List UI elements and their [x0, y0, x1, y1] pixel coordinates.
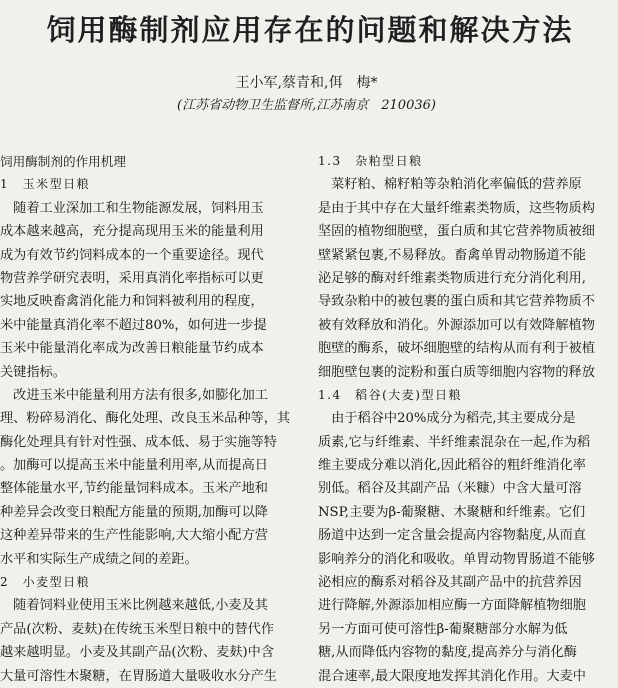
- body-text-line: 整体能量水平,节约能量饲料成本。玉米产地和: [0, 481, 268, 497]
- body-text-line: NSP,主要为β-葡聚糖、木聚糖和纤维素。它们: [318, 504, 586, 520]
- body-text-line: 胞壁的酶系，破坏细胞壁的结构从而有利于被植: [318, 341, 595, 357]
- body-text-line: 导致杂粕中的被包裹的蛋白质和其它营养物质不: [318, 294, 595, 310]
- body-text-line: 被有效释放和消化。外源添加可以有效降解植物: [318, 317, 595, 333]
- body-text-line: 坚固的植物细胞壁，蛋白质和其它营养物质被细: [318, 224, 595, 240]
- body-text-line: 壁紧紧包裹,不易释放。畜禽单胃动物肠道不能: [318, 247, 586, 263]
- section-heading: 1.3 杂粕型日粮: [318, 154, 423, 168]
- body-text-line: 糖,从而降低内容物的黏度,提高养分与消化酶: [318, 645, 577, 661]
- body-text-line: 泌足够的酶对纤维素类物质进行充分消化利用,: [318, 270, 586, 286]
- body-text-line: 随着饲料业使用玉米比例越来越低,小麦及其: [0, 598, 268, 614]
- paper-authors: 王小军,蔡青和,佴 梅*: [235, 75, 378, 91]
- body-text-line: 关键指标。: [0, 364, 66, 380]
- body-text-line: 酶化处理具有针对性强、成本低、易于实施等特: [0, 434, 277, 450]
- right-column: [318, 150, 618, 684]
- body-text-line: 菜籽粕、棉籽粕等杂粕消化率偏低的营养原: [318, 177, 582, 193]
- body-text-line: 实地反映畜禽消化能力和饲料被利用的程度，: [0, 294, 264, 310]
- body-text-line: 影响养分的消化和吸收。单胃动物胃肠道不能够: [318, 551, 595, 567]
- body-text-line: 这种差异带来的生产性能影响,大大缩小配方营: [0, 528, 268, 544]
- section-heading: 饲用酶制剂的作用机理: [0, 154, 126, 169]
- body-text-line: 成本越来越高，充分提高现用玉米的能量利用: [0, 224, 264, 240]
- body-text-line: 泌相应的酶系对稻谷及其副产品中的抗营养因: [318, 575, 582, 591]
- body-text-line: 维主要成分难以消化,因此稻谷的粗纤维消化率: [318, 458, 586, 474]
- body-text-line: 细胞壁包裹的淀粉和蛋白质等细胞内容物的释放: [318, 364, 595, 380]
- body-text-line: 另一方面可使可溶性β-葡聚糖部分水解为低: [318, 621, 568, 637]
- body-text-line: 水平和实际生产成绩之间的差距。: [0, 551, 198, 567]
- body-text-line: 越来越明显。小麦及其副产品(次粉、麦麸)中含: [0, 645, 275, 661]
- body-text-line: 种差异会改变日粮配方能量的预期,加酶可以降: [0, 504, 268, 520]
- body-text-line: 随着工业深加工和生物能源发展，饲料用玉: [0, 200, 264, 216]
- body-text-line: 。加酶可以提高玉米中能量利用率,从而提高日: [0, 458, 268, 474]
- section-heading: 1.4 稻谷(大麦)型日粮: [318, 387, 462, 402]
- section-heading: 2 小麦型日粮: [0, 575, 91, 590]
- paper-title: 饲用酶制剂应用存在的问题和解决方法: [46, 13, 574, 47]
- body-text-line: 肠道中达到一定含量会提高内容物黏度,从而直: [318, 528, 586, 544]
- paper-affiliation: (江苏省动物卫生监督所,江苏南京 210036): [177, 98, 436, 113]
- body-text-line: 由于稻谷中20%成分为稻壳,其主要成分是: [318, 411, 576, 427]
- body-text-line: 玉米中能量消化率成为改善日粮能量节约成本: [0, 341, 264, 357]
- body-text-line: 别低。稻谷及其副产品（米糠）中含大量可溶: [318, 481, 582, 497]
- body-text-line: 成为有效节约饲料成本的一个重要途径。现代: [0, 247, 264, 263]
- body-text-line: 米中能量真消化率不超过80%，如何进一步提: [0, 317, 267, 333]
- body-text-line: 质素,它与纤维素、半纤维素混杂在一起,作为稻: [318, 434, 591, 450]
- body-text-line: 大量可溶性木聚糖，在胃肠道大量吸收水分产生: [0, 668, 277, 684]
- left-column: [0, 150, 300, 684]
- body-text-line: 理、粉碎易消化、酶化处理、改良玉米品种等，其: [0, 411, 291, 427]
- body-text-line: 是由于其中存在大量纤维素类物质，这些物质构: [318, 200, 595, 216]
- body-text-line: 进行降解,外源添加相应酶一方面降解植物细胞: [318, 598, 586, 614]
- body-text-line: 物营养学研究表明，采用真消化率指标可以更: [0, 270, 264, 286]
- body-text-line: 改进玉米中能量利用方法有很多,如膨化加工: [0, 387, 268, 403]
- body-text-line: 产品(次粉、麦麸)在传统玉米型日粮中的替代作: [0, 621, 275, 637]
- section-heading: 1 玉米型日粮: [0, 177, 91, 192]
- body-text-line: 混合速率,最大限度地发挥其消化作用。大麦中: [318, 668, 586, 684]
